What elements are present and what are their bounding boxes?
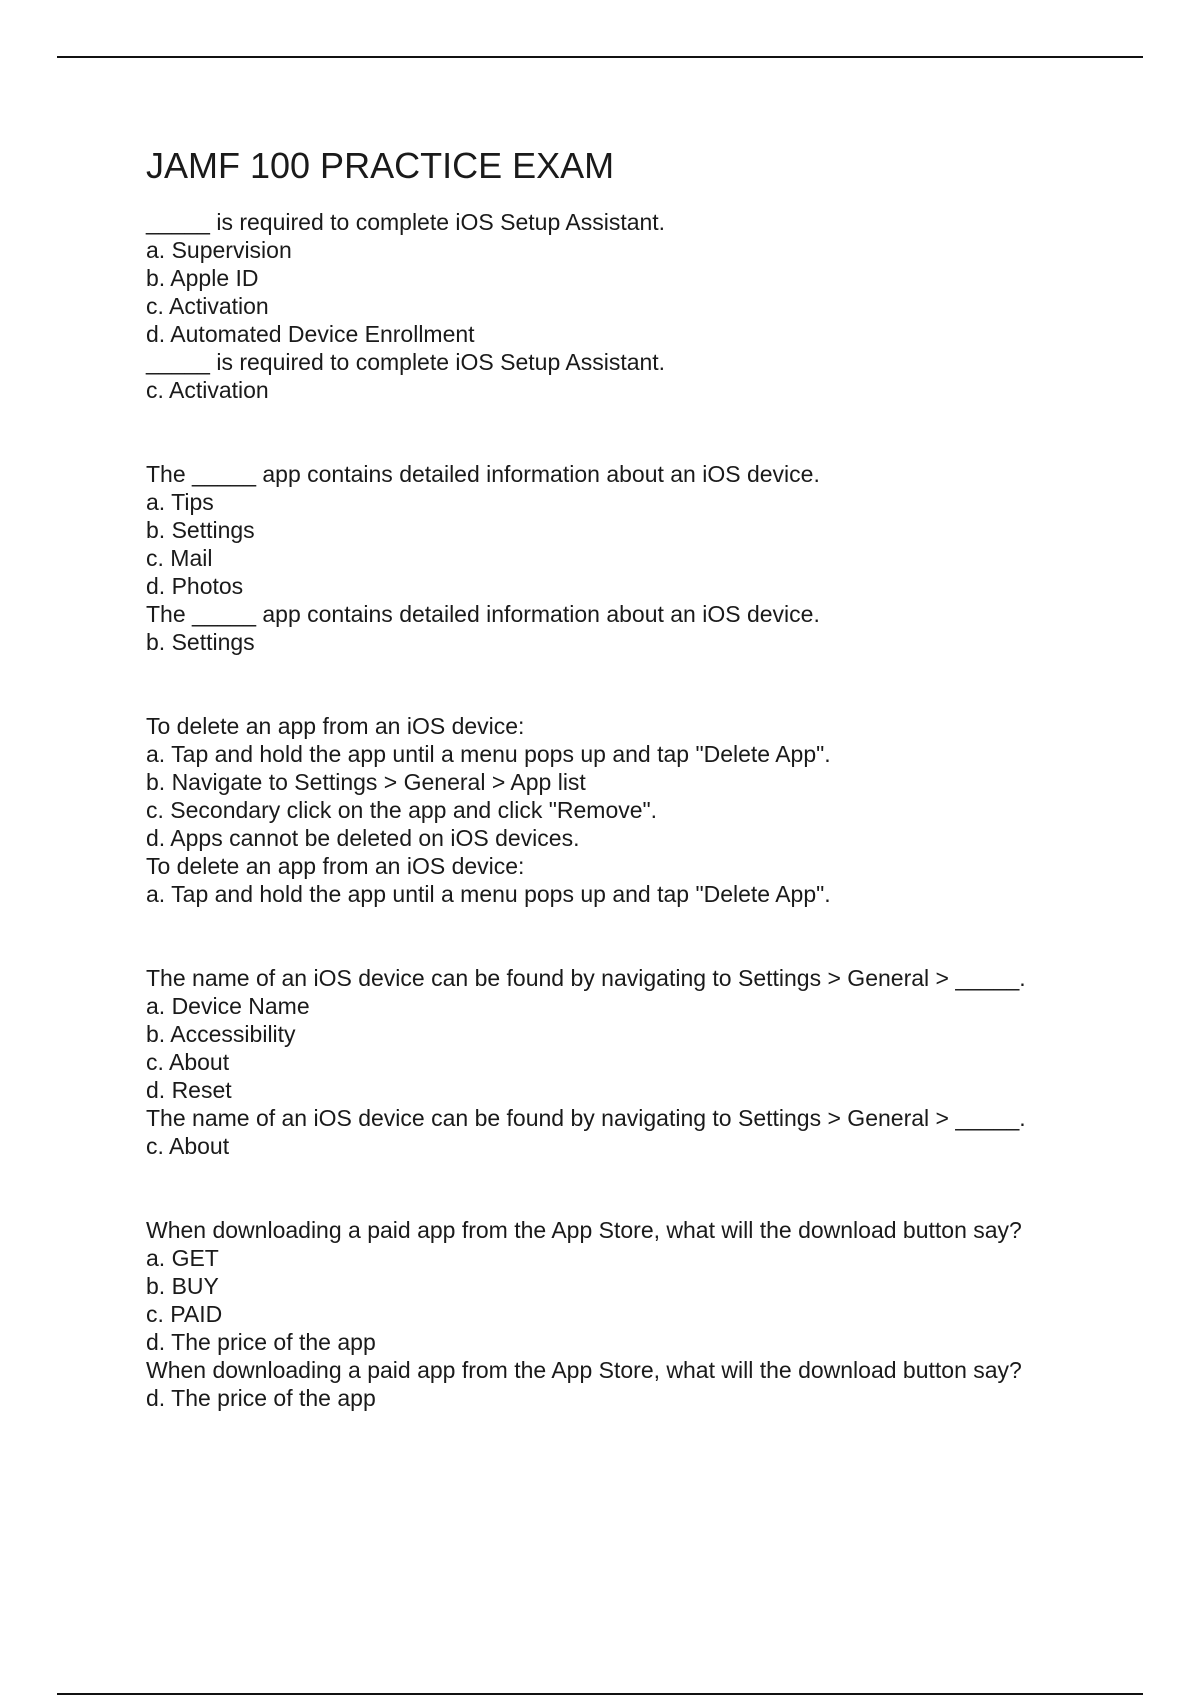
option-c: c. Mail: [146, 545, 213, 571]
option-a: a. Tips: [146, 489, 214, 515]
question-text: The name of an iOS device can be found by navigating to Settings > General > _____.: [146, 965, 1026, 991]
document-body: [146, 140, 1126, 1412]
question-block-1: [146, 208, 1126, 404]
option-b: b. Navigate to Settings > General > App list: [146, 769, 586, 795]
question-text: To delete an app from an iOS device:: [146, 713, 525, 739]
answer-text: c. About: [146, 1133, 230, 1159]
answer-text: d. The price of the app: [146, 1385, 376, 1411]
question-repeat: _____ is required to complete iOS Setup Assistant.: [146, 349, 666, 375]
question-repeat: The name of an iOS device can be found by navigating to Settings > General > _____.: [146, 1105, 1026, 1131]
option-d: d. Automated Device Enrollment: [146, 321, 475, 347]
option-d: d. Photos: [146, 573, 244, 599]
top-divider: [57, 56, 1143, 58]
question-text: When downloading a paid app from the App Store, what will the download button say?: [146, 1217, 1022, 1243]
answer-text: a. Tap and hold the app until a menu pops up and tap "Delete App".: [146, 881, 831, 907]
option-a: a. Tap and hold the app until a menu pops up and tap "Delete App".: [146, 741, 831, 767]
question-block-5: [146, 1216, 1126, 1412]
question-repeat: To delete an app from an iOS device:: [146, 853, 525, 879]
option-c: c. Secondary click on the app and click "Remove".: [146, 797, 658, 823]
question-text: The _____ app contains detailed information about an iOS device.: [146, 461, 820, 487]
page-title: JAMF 100 PRACTICE EXAM: [146, 145, 615, 186]
option-a: a. Device Name: [146, 993, 310, 1019]
bottom-divider: [57, 1693, 1143, 1695]
option-d: d. The price of the app: [146, 1329, 376, 1355]
question-repeat: When downloading a paid app from the App Store, what will the download button say?: [146, 1357, 1022, 1383]
question-block-2: [146, 460, 1126, 656]
option-d: d. Apps cannot be deleted on iOS devices.: [146, 825, 580, 851]
question-block-3: [146, 712, 1126, 908]
option-a: a. GET: [146, 1245, 219, 1271]
question-repeat: The _____ app contains detailed information about an iOS device.: [146, 601, 820, 627]
option-c: c. Activation: [146, 293, 269, 319]
option-b: b. Apple ID: [146, 265, 259, 291]
option-a: a. Supervision: [146, 237, 292, 263]
option-b: b. Accessibility: [146, 1021, 296, 1047]
question-block-4: [146, 964, 1126, 1160]
answer-text: c. Activation: [146, 377, 269, 403]
option-b: b. BUY: [146, 1273, 219, 1299]
answer-text: b. Settings: [146, 629, 255, 655]
option-d: d. Reset: [146, 1077, 232, 1103]
option-b: b. Settings: [146, 517, 255, 543]
option-c: c. PAID: [146, 1301, 223, 1327]
question-text: _____ is required to complete iOS Setup Assistant.: [146, 209, 666, 235]
option-c: c. About: [146, 1049, 230, 1075]
